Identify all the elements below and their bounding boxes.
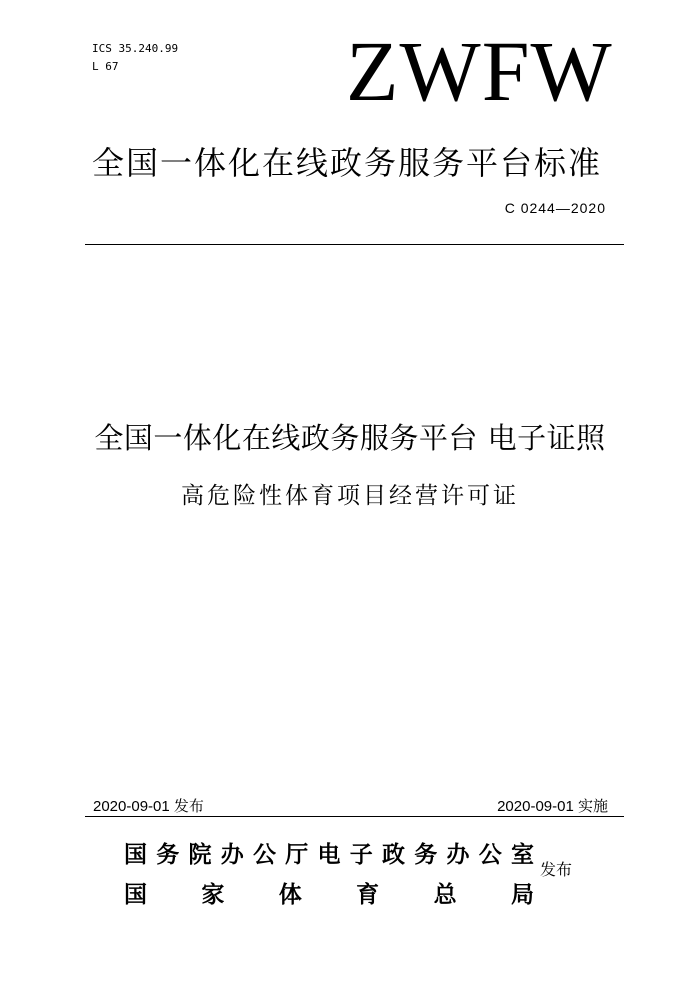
issuer-char: 办 <box>446 841 470 868</box>
issuer-char: 厅 <box>285 841 309 868</box>
issuer-char: 国 <box>124 841 147 868</box>
issuer-char: 办 <box>220 841 244 868</box>
issuer-char: 务 <box>156 841 180 868</box>
issuer-char: 体 <box>278 881 302 908</box>
issuer-char: 子 <box>349 841 373 868</box>
top-divider <box>85 244 624 245</box>
standard-number: C 0244—2020 <box>504 200 606 216</box>
implement-date: 2020-09-01 实施 <box>497 798 608 815</box>
document-subtitle: 高危险性体育项目经营许可证 <box>181 483 519 509</box>
bottom-divider <box>85 816 624 817</box>
issuer-char: 政 <box>382 841 405 868</box>
issuer-char: 公 <box>478 841 502 868</box>
issuer-char: 院 <box>188 841 212 868</box>
issuer-char: 家 <box>201 881 225 908</box>
issuer-general-office-egov <box>124 836 534 869</box>
classification-code: L 67 <box>92 60 119 73</box>
issuer-sport-administration <box>124 876 534 909</box>
issuer-char: 总 <box>433 881 457 908</box>
issuer-char: 电 <box>317 841 341 868</box>
standard-title: 全国一体化在线政务服务平台标准 <box>92 144 603 182</box>
ics-code: ICS 35.240.99 <box>92 42 179 55</box>
publish-date: 2020-09-01 发布 <box>93 798 204 815</box>
zwfw-logo: ZWFW <box>346 23 613 119</box>
issuer-char: 务 <box>414 841 438 868</box>
issuer-char: 局 <box>510 881 534 908</box>
issue-label: 发布 <box>540 860 573 879</box>
issuer-char: 室 <box>511 841 534 868</box>
issuer-char: 国 <box>124 881 147 908</box>
issuer-char: 公 <box>253 841 276 868</box>
issuer-char: 育 <box>356 881 380 908</box>
document-title: 全国一体化在线政务服务平台 电子证照 <box>94 421 606 455</box>
